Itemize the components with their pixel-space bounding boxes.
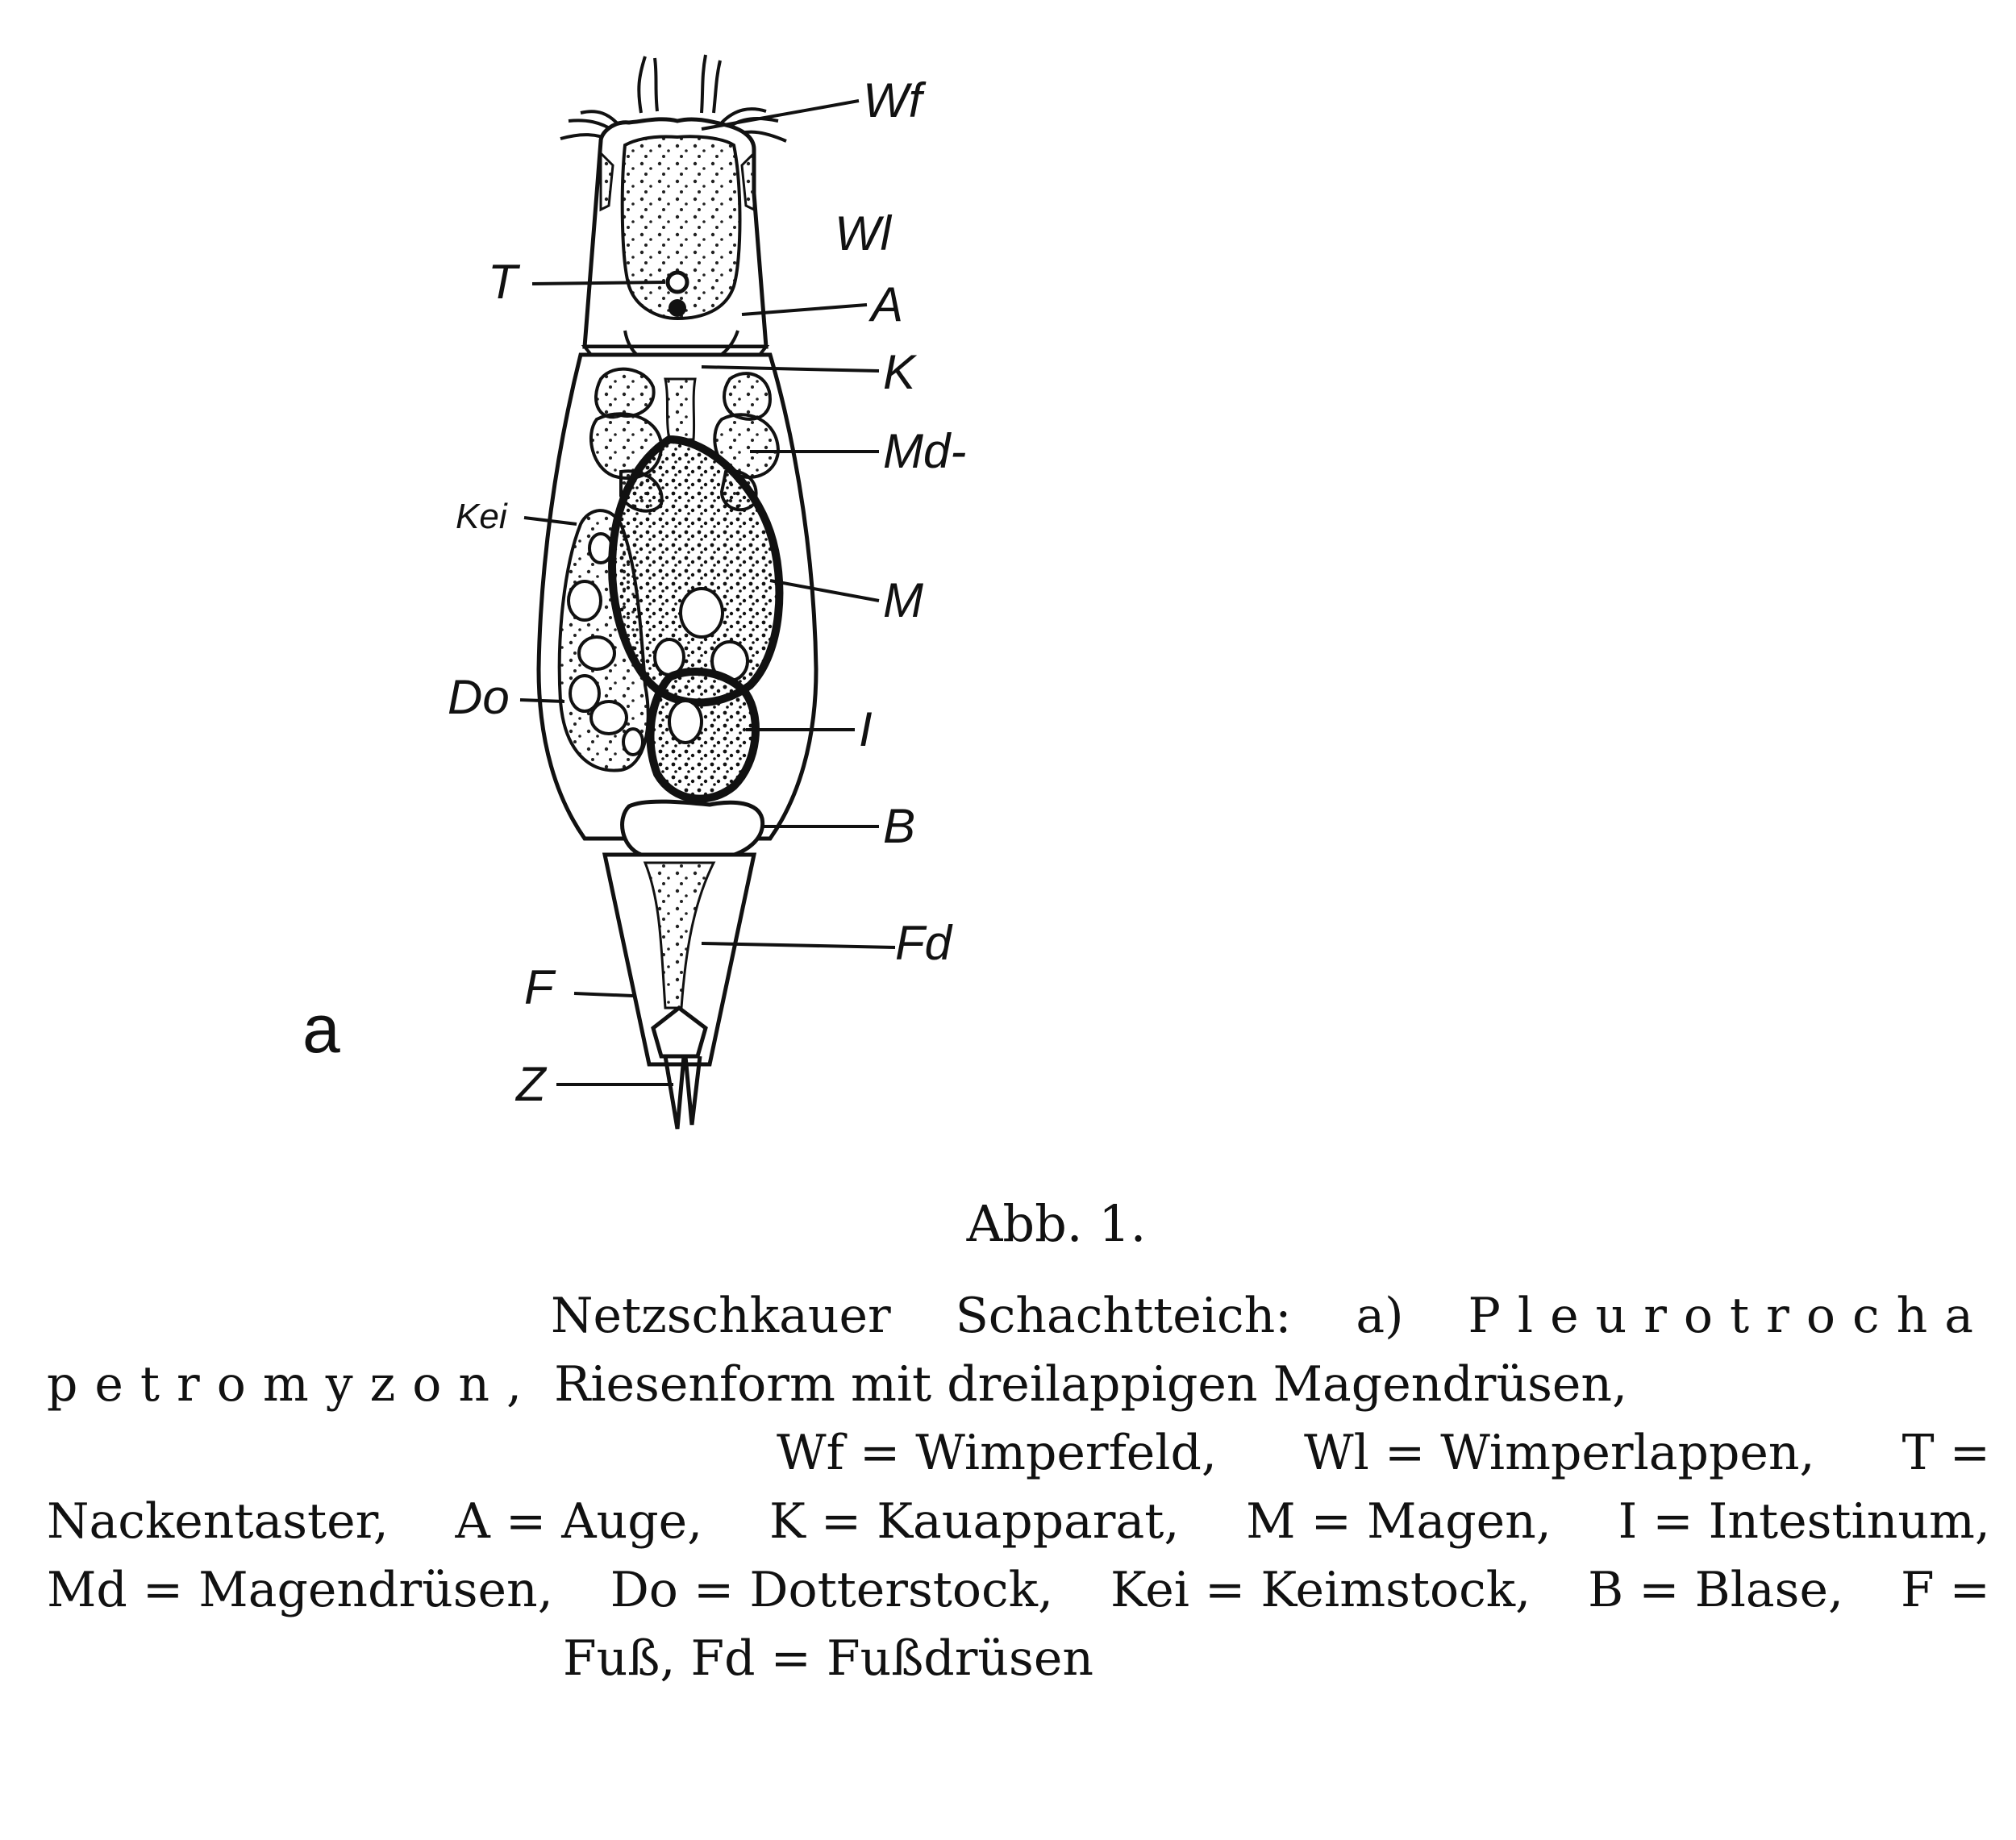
label-m: M: [883, 573, 923, 627]
bladder: [623, 801, 763, 861]
caption-line-6: Fuß, Fd = Fußdrüsen: [563, 1630, 1093, 1687]
legend-b: B = Blase,: [1588, 1562, 1844, 1618]
label-do: Do: [448, 670, 510, 724]
esophagus: [665, 379, 695, 439]
caption-line-2: [47, 1351, 1990, 1419]
legend-i: I = Intestinum,: [1618, 1493, 1990, 1550]
label-a: A: [871, 277, 904, 331]
foot: [605, 855, 754, 1129]
label-wf: Wf: [863, 73, 923, 127]
legend-a: A = Auge,: [455, 1493, 703, 1550]
label-wl: Wl: [835, 206, 891, 260]
caption-location: Netzschkauer: [551, 1288, 891, 1344]
caption-line-3: [47, 1419, 1990, 1488]
caption-species: petromyzon,: [47, 1356, 539, 1413]
legend-k: K = Kauapparat,: [768, 1493, 1180, 1550]
legend-kei: Kei = Keimstock,: [1110, 1562, 1531, 1618]
legend-m: M = Magen,: [1246, 1493, 1552, 1550]
label-b: B: [883, 799, 916, 853]
label-t: T: [488, 255, 518, 309]
caption-description: Riesenform mit dreilappigen Magendrüsen,: [554, 1356, 1628, 1413]
legend-md: Md = Magendrüsen,: [47, 1562, 553, 1618]
figure-title: Abb. 1.: [966, 1194, 1147, 1253]
legend-wf: Wf = Wimperfeld,: [777, 1425, 1217, 1481]
legend-t: T =: [1901, 1425, 1990, 1481]
label-k: K: [883, 345, 916, 399]
legend-f: F =: [1900, 1562, 1990, 1618]
caption-site: Schachtteich:: [955, 1288, 1292, 1344]
label-f: F: [524, 960, 554, 1014]
legend-wl: Wl = Wimperlappen,: [1304, 1425, 1815, 1481]
legend-do: Do = Dotterstock,: [610, 1562, 1054, 1618]
caption-genus: Pleurotrocha: [1468, 1288, 1990, 1344]
label-z: Z: [516, 1057, 546, 1111]
intestine: [651, 672, 756, 799]
label-md: Md-: [883, 424, 967, 478]
caption-line-1: [47, 1282, 1990, 1351]
label-i: I: [859, 702, 873, 756]
figure-caption: [47, 1282, 1990, 1693]
label-kei: Kei: [456, 497, 507, 536]
caption-panel-ref: a): [1356, 1288, 1404, 1344]
panel-letter: a: [302, 991, 340, 1067]
label-fd: Fd: [895, 916, 952, 970]
caption-line-5: [47, 1556, 1990, 1625]
legend-t-cont: Nackentaster,: [47, 1493, 389, 1550]
caption-line-4: [47, 1488, 1990, 1556]
